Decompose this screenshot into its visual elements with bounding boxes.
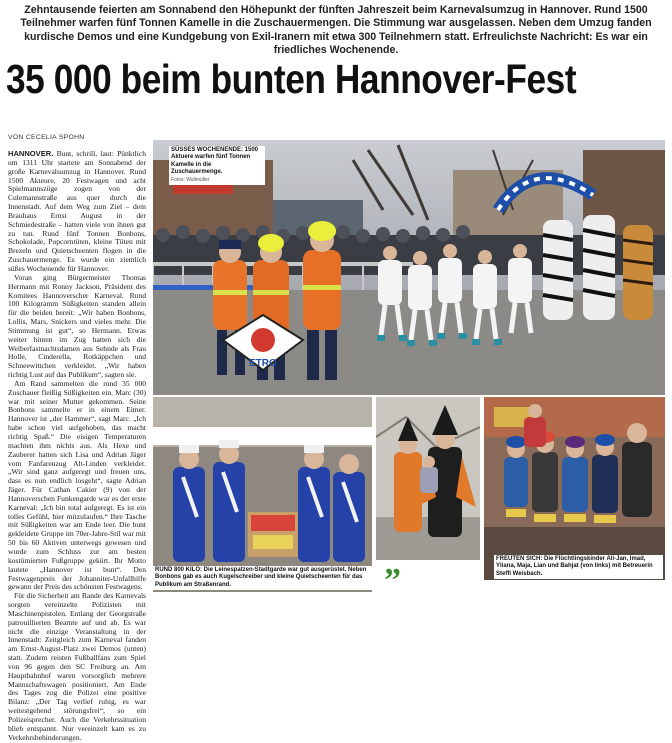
article-body [8,150,146,743]
parade-sign-text: ETRO [249,358,277,369]
paragraph-2: Voran ging Bürgermeister Thomas Hermann mit Ronny Jackson, Präsident des Komitees Hannoverscher Karneval. Rund 100 Kilogramm Süßigkeiten standen allein für die beiden bereit: „Wir haben Bonbons, Lollis, Mars, Snickers und vieles mehr. Die Stimmung ist gut“, so Hermann. Etwas weiter hinten im Zug hatten sich die Weiberfastnachtsdamen aus Sehnde als Frau Holle, Cinderella, Rotkäppchen und Schneewittchen verkleidet. „Wir haben richtig Lust auf das Publikum“, sagten sie. [8,272,146,380]
kids-photo-caption: FREUTEN SICH: Die Flüchtlingskinder Ali-Jan, Imad, Yliana, Maja, Lian und Bahjat (von links) mit Betreuerin Steffi Weisbach. [494,555,663,579]
article-lead: Zehntausende feierten am Sonnabend den Höhepunkt der fünften Jahreszeit beim Karnevalsumzug in Hannover. Rund 1500 Teilnehmer warfen fünf Tonnen Kamelle in die Zuschauermengen. Die Stimmung war ausgelassen. Neben dem Umzug fanden kurdische Demos und eine Kundgebung von Exil-Iranern mit etwa 300 Teilnehmern statt. Erfreulichste Nachricht: Es war ein friedliches Wochenende. [20,4,652,57]
paragraph-3: Am Rand sammelten die rund 35 000 Zuschauer fleißig Süßigkeiten ein. Marc (30) war mit seiner Mutter gekommen. Seine Bonbons sammelte er in einem Eimer. Hannover ist „der Hammer“, sagt Marc. „Ich habe schon viel aufgehoben, das macht richtig Spaß.“ Die eisigen Temperaturen machten ihm nichts aus. Als Hexe und Zauberer hatten sich Lisa und Adrian Jäger vom Fanfarenzug Alt-Linden verkleidet. „Wir sind ganz aufgeregt und freuen uns, dass es nun endlich losgeht“, sagte Adrian Jäger. Für Cathan Cakier (9) von der Hannoverschen Funkengarde war es der erste Karneval: „Ich bin total aufgeregt. Es ist ein tolles Gefühl, hier mitzulaufen.“ Ihre Tasche mit Süßigkeiten war am Ende leer. Die bunt gekleidete Gruppe im 70er-Jahre-Stil war mit 50 bis 60 Aktiven unterwegs gewesen und wurde zum Schluss zur am besten kostümierten Fußgruppe gekürt. Ihr Motto lautete „Hannover ist bunt“. Den Festwagenpreis der Johanniter-Unfallhilfe gewann der Preis des schönsten Festwagens. [8,378,146,592]
main-photo-caption-text: SÜSSES WOCHENENDE: 1500 Aktuere warfen fünf Tonnen Kamelle in die Zuschauermenge. [171,147,259,176]
main-photo-caption [169,146,265,185]
byline: VON CECELIA SPOHN [8,134,85,141]
article-headline: 35 000 beim bunten Hannover-Fest [6,56,577,102]
paragraph-4: Für die Sicherheit am Rande des Karnevals sorgten vereinzelte Polizisten mit Maschinenpistolen. Entlang der Georgstraße patrouillierten Beamte auf und ab. Es war nicht die einzige Veranstaltung in der Innenstadt: Zeitgleich zum Karneval fanden am Ernst-August-Platz zwei Demos (unten) statt. Zudem reisten Fußballfans zum Spiel von 96 gegen den SC Freiburg an. Am Hauptbahnhof waren vorsorglich mehrere Mannschaftswagen positioniert. Am Ende des Tages zog die Polizei eine positive Bilanz: „Der Tag verlief ruhig, es war weitestgehend störungsfrei“, so ein Polizeisprecher. Auch die Verkehrssituation blieb entspannt. Nur vereinzelt kam es zu Verkehrsbehinderungen. [8,591,146,742]
guards-photo-caption: RUND 800 KILO: Die Leinespatzen-Stadtgarde war gut ausgerüstet. Neben Bonbons gab es auch Kugelschreiber und kleine Quietscheenten für das Publikum am Straßenrand. [153,566,372,590]
witch-illustration [376,397,480,560]
guards-photo [153,397,372,592]
photo-credit: Fotos: Wallmüller [171,176,210,183]
paragraph-1 [8,150,146,274]
paragraph-1-text: Bunt, schrill, laut: Pünktlich um 1311 Uhr startete am Sonnabend der große Karnevalsumzug in Hannover. Rund 1500 Akteure, 20 Festwagen und acht Spielmannszüge zogen von der Culemannstraße aus quer durch die Innenstadt. Auf dem Weg zum Ziel – dem Brauhaus Ernst August in der Schmiedestraße – hatten viele von ihnen gut zu tun. Rund fünf Tonnen Bonbons, Schokolade, Popcorntüten, kleine Tüten mit Brezeln und Quietscheenten flogen in die Zuschauermenge. Es wurde ein ziemlich süßes Wochenende für Hannover. [8,149,146,273]
stadtgarde-illustration [153,397,372,592]
quote-mark-icon: ” [384,562,401,599]
witch-photo [376,397,480,560]
dateline: HANNOVER. [8,149,54,158]
kids-photo [484,397,665,580]
refugee-kids-illustration [484,397,665,580]
main-parade-photo [153,140,665,395]
